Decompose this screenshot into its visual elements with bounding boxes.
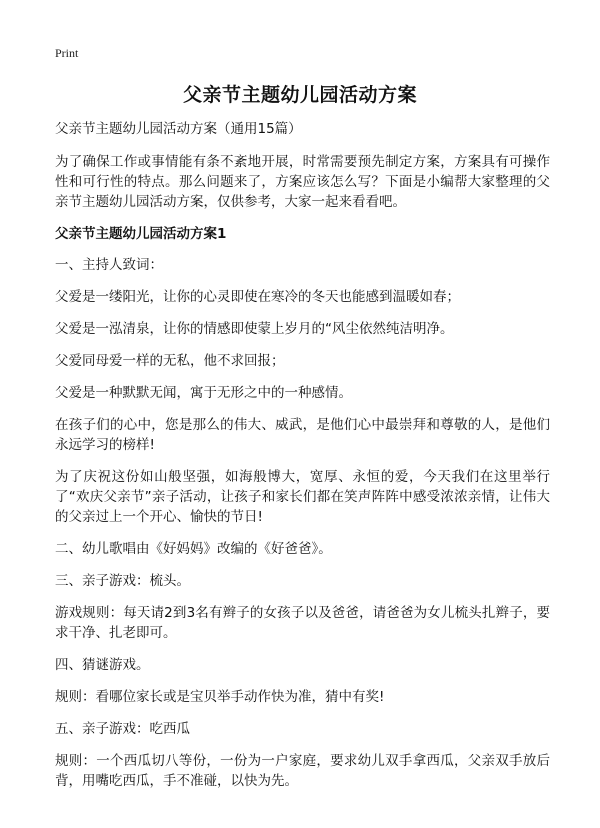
section-heading: 父亲节主题幼儿园活动方案1 (55, 226, 227, 242)
paragraph: 四、猜谜游戏。 (55, 657, 150, 673)
paragraph: 五、亲子游戏：吃西瓜 (55, 721, 190, 737)
paragraph: 三、亲子游戏：梳头。 (55, 573, 190, 589)
paragraph: 父爱是一泓清泉，让你的情感即使蒙上岁月的“风尘依然纯洁明净。 (55, 321, 454, 337)
paragraph: 父爱是一种默默无闻，寓于无形之中的一种感情。 (55, 385, 352, 401)
paragraph: 为了庆祝这份如山般坚强，如海般博大，宽厚、永恒的爱，今天我们在这里举行了“欢庆父亲节”亲子活动，让孩子和家长们都在笑声阵阵中感受浓浓亲情，让伟大的父亲过上一个开心、愉快的节日! (55, 469, 550, 525)
paragraph: 父爱同母爱一样的无私，他不求回报； (55, 353, 285, 369)
intro-paragraph: 为了确保工作或事情能有条不紊地开展，时常需要预先制定方案，方案具有可操作性和可行性的特点。那么问题来了，方案应该怎么写？下面是小编帮大家整理的父亲节主题幼儿园活动方案，仅供参考，大家一起来看看吧。 (55, 154, 550, 210)
paragraph: 规则：看哪位家长或是宝贝举手动作快为准，猜中有奖! (55, 689, 385, 705)
paragraph: 父爱是一缕阳光，让你的心灵即使在寒冷的冬天也能感到温暖如春； (55, 289, 460, 305)
paragraph: 规则：一个西瓜切八等份，一份为一户家庭，要求幼儿双手拿西瓜，父亲双手放后背，用嘴吃西瓜，手不准碰，以快为先。 (55, 753, 550, 789)
document-subtitle: 父亲节主题幼儿园活动方案（通用15篇） (55, 121, 302, 137)
paragraph: 在孩子们的心中，您是那么的伟大、威武，是他们心中最崇拜和尊敬的人，是他们永远学习的榜样! (55, 417, 550, 453)
print-link[interactable]: Print (55, 46, 79, 60)
document-body (55, 119, 550, 803)
document-title: 父亲节主题幼儿园活动方案 (182, 84, 417, 106)
paragraph: 一、主持人致词： (55, 257, 163, 273)
paragraph: 二、幼儿歌唱由《好妈妈》改编的《好爸爸》。 (55, 541, 332, 557)
paragraph: 游戏规则：每天请2到3名有辫子的女孩子以及爸爸，请爸爸为女儿梳头扎辫子，要求干净、扎老即可。 (55, 605, 550, 641)
